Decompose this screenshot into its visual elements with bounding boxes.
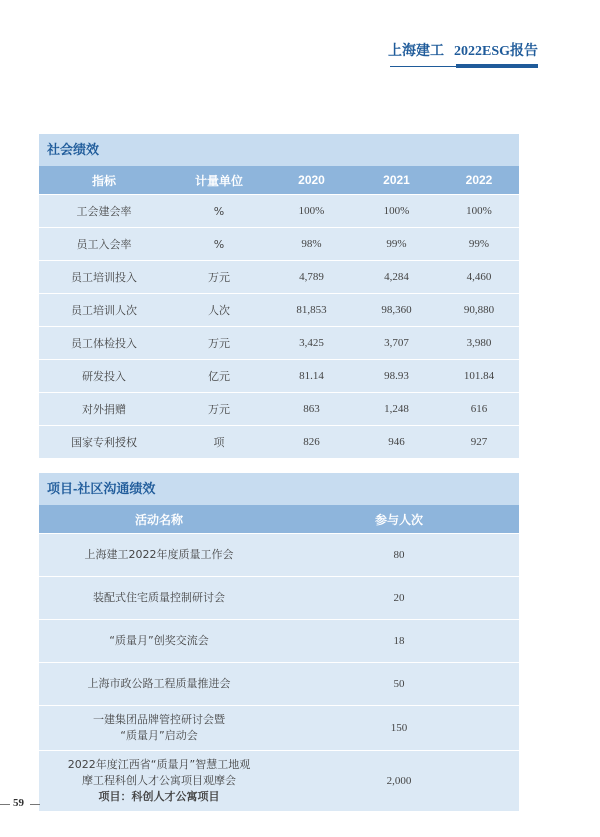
column-header: 活动名称 [39, 505, 279, 534]
value-cell: 3,425 [269, 327, 354, 360]
header-accent-bar [456, 64, 538, 68]
report-title [388, 40, 538, 60]
community-performance-section [39, 473, 519, 811]
table-row [39, 195, 519, 228]
column-header: 计量单位 [169, 166, 269, 195]
activity-name-line: 一建集团品牌管控研讨会暨 [93, 713, 225, 726]
column-header: 2021 [354, 166, 439, 195]
unit-cell: % [169, 228, 269, 261]
activity-name-cell [39, 663, 279, 706]
column-header: 参与人次 [279, 505, 519, 534]
value-cell: 100% [354, 195, 439, 228]
table-row [39, 327, 519, 360]
value-cell: 100% [269, 195, 354, 228]
footer-divider [0, 804, 10, 805]
value-cell: 863 [269, 393, 354, 426]
value-cell: 4,789 [269, 261, 354, 294]
unit-cell: 万元 [169, 261, 269, 294]
participant-count-cell: 150 [279, 706, 519, 751]
column-header: 指标 [39, 166, 169, 195]
unit-cell: % [169, 195, 269, 228]
activity-name-line: 项目：科创人才公寓项目 [98, 790, 220, 803]
participant-count-cell: 18 [279, 620, 519, 663]
indicator-cell: 国家专利授权 [39, 426, 169, 459]
value-cell: 100% [439, 195, 519, 228]
unit-cell: 万元 [169, 393, 269, 426]
header-divider [390, 66, 456, 67]
value-cell: 98% [269, 228, 354, 261]
value-cell: 99% [439, 228, 519, 261]
social-performance-section [39, 134, 519, 458]
value-cell: 81.14 [269, 360, 354, 393]
table-row [39, 620, 519, 663]
page-number: 59 [13, 797, 24, 809]
value-cell: 98.93 [354, 360, 439, 393]
footer-divider [30, 804, 40, 805]
unit-cell: 万元 [169, 327, 269, 360]
activity-name-line: “质量月”创奖交流会 [109, 634, 209, 647]
activity-name-line: 上海建工2022年度质量工作会 [84, 548, 234, 561]
table-row [39, 261, 519, 294]
activity-name-line: 装配式住宅质量控制研讨会 [93, 591, 225, 604]
activity-name-line: “质量月”启动会 [120, 729, 198, 742]
section-title: 社会绩效 [39, 134, 519, 166]
activity-name-cell [39, 577, 279, 620]
indicator-cell: 员工培训人次 [39, 294, 169, 327]
unit-cell: 亿元 [169, 360, 269, 393]
value-cell: 101.84 [439, 360, 519, 393]
activity-name-cell [39, 751, 279, 812]
unit-cell: 项 [169, 426, 269, 459]
table-row [39, 360, 519, 393]
participant-count-cell: 50 [279, 663, 519, 706]
activity-name-cell [39, 620, 279, 663]
table-row [39, 393, 519, 426]
column-header: 2022 [439, 166, 519, 195]
indicator-cell: 员工入会率 [39, 228, 169, 261]
table-row [39, 426, 519, 459]
table-row [39, 228, 519, 261]
value-cell: 81,853 [269, 294, 354, 327]
table-header-row [39, 505, 519, 534]
value-cell: 98,360 [354, 294, 439, 327]
table-row [39, 577, 519, 620]
company-name: 上海建工 [387, 44, 444, 59]
value-cell: 616 [439, 393, 519, 426]
activity-name-line: 上海市政公路工程质量推进会 [87, 677, 231, 690]
value-cell: 3,980 [439, 327, 519, 360]
unit-cell: 人次 [169, 294, 269, 327]
value-cell: 946 [354, 426, 439, 459]
participant-count-cell: 80 [279, 534, 519, 577]
value-cell: 3,707 [354, 327, 439, 360]
value-cell: 4,284 [354, 261, 439, 294]
value-cell: 1,248 [354, 393, 439, 426]
table-row [39, 663, 519, 706]
table-row [39, 751, 519, 812]
activity-name-cell [39, 534, 279, 577]
community-performance-table [39, 505, 519, 811]
activity-name-line: 摩工程科创人才公寓项目观摩会 [82, 774, 236, 787]
indicator-cell: 员工体检投入 [39, 327, 169, 360]
value-cell: 826 [269, 426, 354, 459]
indicator-cell: 工会建会率 [39, 195, 169, 228]
activity-name-line: 2022年度江西省“质量月”智慧工地观 [67, 758, 251, 771]
value-cell: 99% [354, 228, 439, 261]
participant-count-cell: 20 [279, 577, 519, 620]
table-row [39, 294, 519, 327]
table-header-row [39, 166, 519, 195]
social-performance-table [39, 166, 519, 458]
indicator-cell: 员工培训投入 [39, 261, 169, 294]
table-row [39, 534, 519, 577]
participant-count-cell: 2,000 [279, 751, 519, 812]
activity-name-cell [39, 706, 279, 751]
value-cell: 90,880 [439, 294, 519, 327]
indicator-cell: 对外捐赠 [39, 393, 169, 426]
indicator-cell: 研发投入 [39, 360, 169, 393]
column-header: 2020 [269, 166, 354, 195]
value-cell: 4,460 [439, 261, 519, 294]
section-title: 项目-社区沟通绩效 [39, 473, 519, 505]
table-row [39, 706, 519, 751]
value-cell: 927 [439, 426, 519, 459]
report-name: 2022ESG报告 [453, 44, 538, 59]
